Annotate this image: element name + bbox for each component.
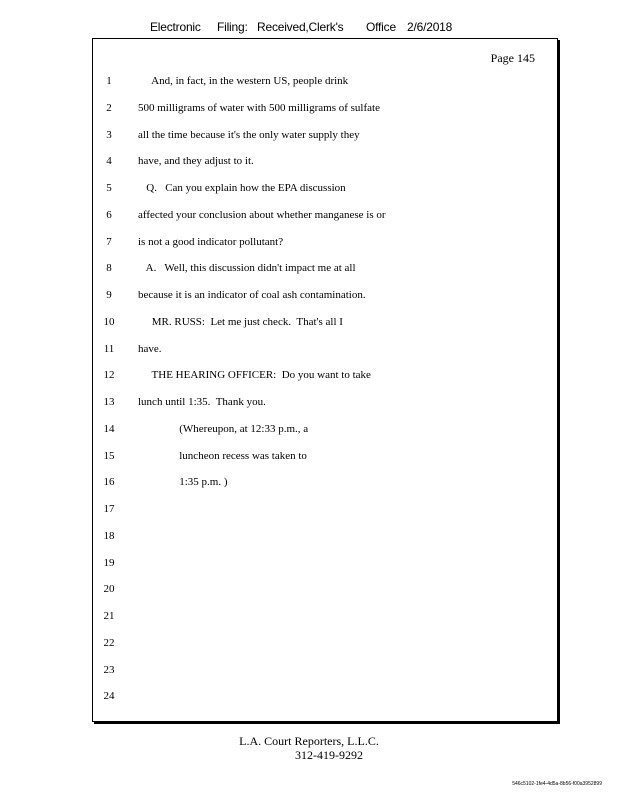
transcript-line xyxy=(93,423,557,439)
line-number: 19 xyxy=(103,556,115,569)
line-number: 17 xyxy=(103,503,115,515)
transcript-line xyxy=(93,289,557,305)
transcript-line xyxy=(93,503,557,519)
line-number: 4 xyxy=(106,155,112,168)
footer-company: L.A. Court Reporters, L.L.C. xyxy=(239,734,379,748)
line-text: luncheon recess was taken to xyxy=(138,449,307,462)
line-text: MR. RUSS: Let me just check. That's all I xyxy=(138,315,343,328)
line-number: 15 xyxy=(103,449,115,462)
line-number: 10 xyxy=(103,315,115,328)
line-number: 23 xyxy=(103,663,115,676)
line-number: 20 xyxy=(103,583,115,596)
line-number: 24 xyxy=(103,690,115,703)
line-number: 18 xyxy=(103,529,115,542)
line-number: 8 xyxy=(106,262,112,275)
header-electronic: Electronic xyxy=(150,20,201,34)
line-text: A. Well, this discussion didn't impact me at all xyxy=(138,262,356,275)
line-text: 1:35 p.m. ) xyxy=(138,476,228,489)
line-number: 5 xyxy=(106,182,112,194)
line-text: THE HEARING OFFICER: Do you want to take xyxy=(138,369,371,382)
line-number: 14 xyxy=(103,422,115,435)
transcript-line xyxy=(93,236,557,252)
transcript-line xyxy=(93,476,557,492)
transcript-line xyxy=(93,262,557,278)
line-text: all the time because it's the only water supply they xyxy=(138,128,360,141)
header-received-clerks: Received,Clerk's xyxy=(257,20,344,34)
transcript-line xyxy=(93,450,557,466)
transcript-line xyxy=(93,102,557,118)
transcript-line xyxy=(93,396,557,412)
line-number: 3 xyxy=(106,128,112,141)
transcript-line xyxy=(93,155,557,171)
line-number: 13 xyxy=(103,396,115,408)
transcript-line xyxy=(93,129,557,145)
header-filing: Filing: xyxy=(217,20,248,34)
document-id: 546c5102-1fe4-4d5a-8b56-f00a3952899 xyxy=(512,781,602,787)
line-number: 16 xyxy=(103,476,115,489)
transcript-line xyxy=(93,209,557,225)
line-text: 500 milligrams of water with 500 milligrams of sulfate xyxy=(138,101,380,114)
line-text: have, and they adjust to it. xyxy=(138,155,254,168)
transcript-line xyxy=(93,664,557,680)
transcript-line xyxy=(93,610,557,626)
line-number: 21 xyxy=(103,610,115,622)
line-number: 9 xyxy=(106,289,112,301)
transcript-line xyxy=(93,316,557,332)
line-text: lunch until 1:35. Thank you. xyxy=(138,396,266,408)
line-text: have. xyxy=(138,342,162,355)
line-text: And, in fact, in the western US, people drink xyxy=(138,75,349,87)
transcript-line xyxy=(93,75,557,91)
transcript-line xyxy=(93,690,557,706)
line-number: 12 xyxy=(103,369,115,382)
line-number: 1 xyxy=(106,75,112,87)
line-number: 22 xyxy=(103,636,115,649)
header-office: Office xyxy=(366,20,396,34)
line-text: affected your conclusion about whether manganese is or xyxy=(138,208,386,221)
line-text: is not a good indicator pollutant? xyxy=(138,235,284,248)
line-text: (Whereupon, at 12:33 p.m., a xyxy=(138,422,309,435)
transcript-line xyxy=(93,369,557,385)
line-text: because it is an indicator of coal ash contamination. xyxy=(138,289,366,301)
header-date: 2/6/2018 xyxy=(407,20,453,34)
transcript-line xyxy=(93,343,557,359)
efiling-header xyxy=(0,18,618,36)
line-number: 11 xyxy=(103,342,115,355)
transcript-page xyxy=(92,38,558,722)
transcript-line xyxy=(93,557,557,573)
line-number: 7 xyxy=(106,235,112,248)
line-number: 2 xyxy=(106,101,112,114)
transcript-line xyxy=(93,583,557,599)
transcript-line xyxy=(93,530,557,546)
line-number: 6 xyxy=(106,208,112,221)
transcript-line xyxy=(93,182,557,198)
footer-phone: 312-419-9292 xyxy=(295,748,363,762)
line-text: Q. Can you explain how the EPA discussion xyxy=(138,182,346,194)
page-number: Page 145 xyxy=(490,51,535,65)
transcript-line xyxy=(93,637,557,653)
